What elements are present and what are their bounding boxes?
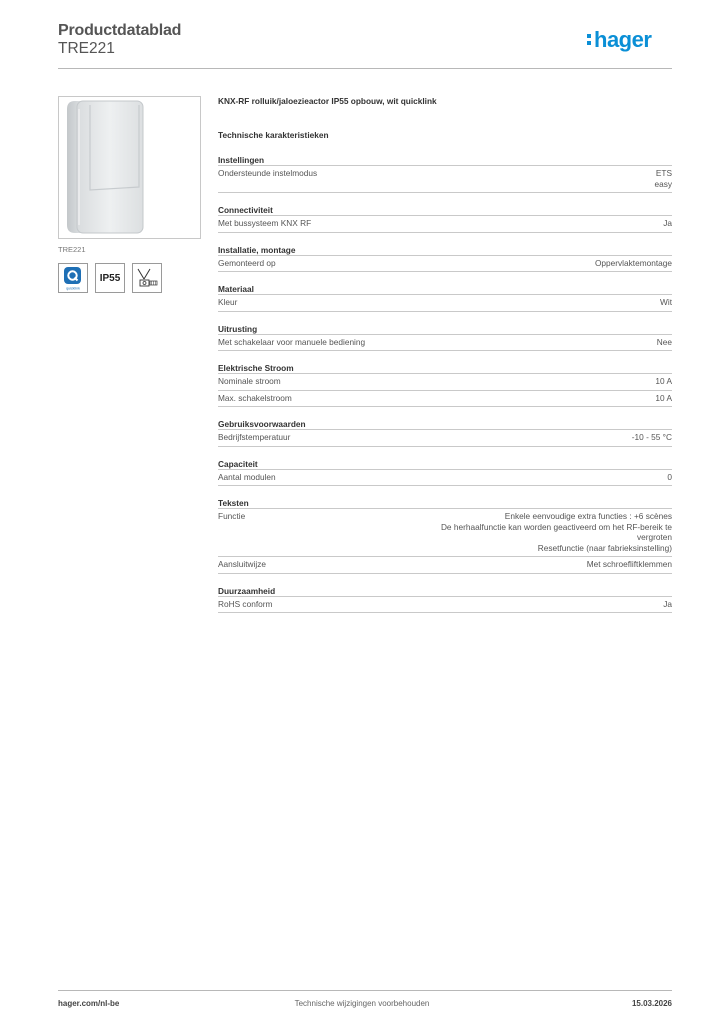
spec-row	[218, 597, 672, 614]
spec-value: 10 A	[655, 376, 672, 386]
spec-group-title: Materiaal	[218, 283, 672, 295]
product-media	[58, 96, 202, 293]
quicklink-badge	[58, 263, 88, 293]
spec-value: Met schroefliftklemmen	[586, 559, 672, 569]
spec-group-title: Teksten	[218, 497, 672, 509]
certification-badges	[58, 263, 202, 293]
spec-group-title: Capaciteit	[218, 458, 672, 470]
spec-group	[218, 362, 672, 407]
quicklink-badge-text: quicklink	[66, 286, 80, 291]
product-image-caption: TRE221	[58, 245, 86, 254]
page-header	[58, 22, 672, 70]
spec-value: Nee	[656, 336, 672, 347]
spec-group-title: Installatie, montage	[218, 244, 672, 256]
page-title: Productdatablad	[58, 22, 182, 39]
spec-row	[218, 256, 672, 273]
product-name: KNX-RF rolluik/jaloezieactor IP55 opbouw, wit quicklink	[218, 96, 437, 106]
screw-terminal-icon	[134, 265, 160, 291]
spec-row	[218, 430, 672, 447]
spec-group	[218, 497, 672, 574]
spec-group	[218, 204, 672, 233]
spec-label: Aansluitwijze	[218, 559, 266, 569]
spec-label: Gemonteerd op	[218, 257, 276, 268]
spec-row	[218, 509, 672, 557]
spec-label: Bedrijfstemperatuur	[218, 432, 291, 442]
ip-rating-label: IP55	[99, 272, 121, 284]
spec-label: Max. schakelstroom	[218, 392, 292, 403]
spec-label: Aantal modulen	[218, 471, 276, 482]
spec-group	[218, 323, 672, 352]
spec-value: ETS easy	[654, 168, 672, 189]
quicklink-icon	[60, 265, 86, 291]
hager-logo-text: hager	[594, 27, 652, 52]
footer-website: hager.com/nl-be	[58, 999, 120, 1008]
spec-row	[218, 335, 672, 352]
product-image	[58, 96, 201, 239]
spec-row	[218, 295, 672, 312]
specs-table	[218, 154, 672, 613]
spec-label: RoHS conform	[218, 598, 273, 609]
footer-disclaimer: Technische wijzigingen voorbehouden	[294, 999, 430, 1008]
header-divider	[58, 68, 672, 69]
specification-column	[218, 96, 672, 613]
spec-group	[218, 585, 672, 614]
spec-group	[218, 154, 672, 193]
spec-value: Enkele eenvoudige extra functies : +6 scènes De herhaalfunctie kan worden geactiveerd om het RF-bereik te vergroten Resetfunctie (naar fabrieksinstelling)	[440, 511, 672, 553]
specs-heading: Technische karakteristieken	[218, 130, 329, 140]
spec-group	[218, 244, 672, 273]
spec-value: 0	[667, 471, 672, 482]
spec-row	[218, 470, 672, 487]
spec-group-title: Gebruiksvoorwaarden	[218, 418, 672, 430]
spec-label: Nominale stroom	[218, 376, 281, 386]
spec-group	[218, 283, 672, 312]
spec-label: Kleur	[218, 297, 238, 307]
screw-terminal-badge	[132, 263, 162, 293]
spec-value: Ja	[663, 598, 672, 609]
spec-row	[218, 557, 672, 574]
hager-logo	[586, 26, 672, 56]
spec-row	[218, 166, 672, 193]
spec-group-title: Connectiviteit	[218, 204, 672, 216]
spec-group-title: Instellingen	[218, 154, 672, 166]
footer-divider	[58, 990, 672, 991]
spec-value: Oppervlaktemontage	[594, 257, 672, 268]
spec-row	[218, 391, 672, 408]
spec-label: Met bussysteem KNX RF	[218, 218, 312, 228]
spec-value: Wit	[660, 297, 672, 307]
spec-label: Functie	[218, 511, 246, 521]
spec-row	[218, 216, 672, 233]
spec-row	[218, 374, 672, 391]
spec-value: Ja	[663, 218, 672, 228]
spec-value: -10 - 55 °C	[631, 432, 672, 442]
spec-group-title: Elektrische Stroom	[218, 362, 672, 374]
spec-group-title: Uitrusting	[218, 323, 672, 335]
spec-label: Ondersteunde instelmodus	[218, 168, 318, 178]
spec-value: 10 A	[655, 392, 672, 403]
spec-group	[218, 458, 672, 487]
spec-group	[218, 418, 672, 447]
actuator-illustration	[59, 97, 200, 238]
spec-label: Met schakelaar voor manuele bediening	[218, 336, 366, 347]
footer-date: 15.03.2026	[631, 999, 672, 1008]
product-reference: TRE221	[58, 40, 115, 57]
ip55-badge	[95, 263, 125, 293]
spec-group-title: Duurzaamheid	[218, 585, 672, 597]
